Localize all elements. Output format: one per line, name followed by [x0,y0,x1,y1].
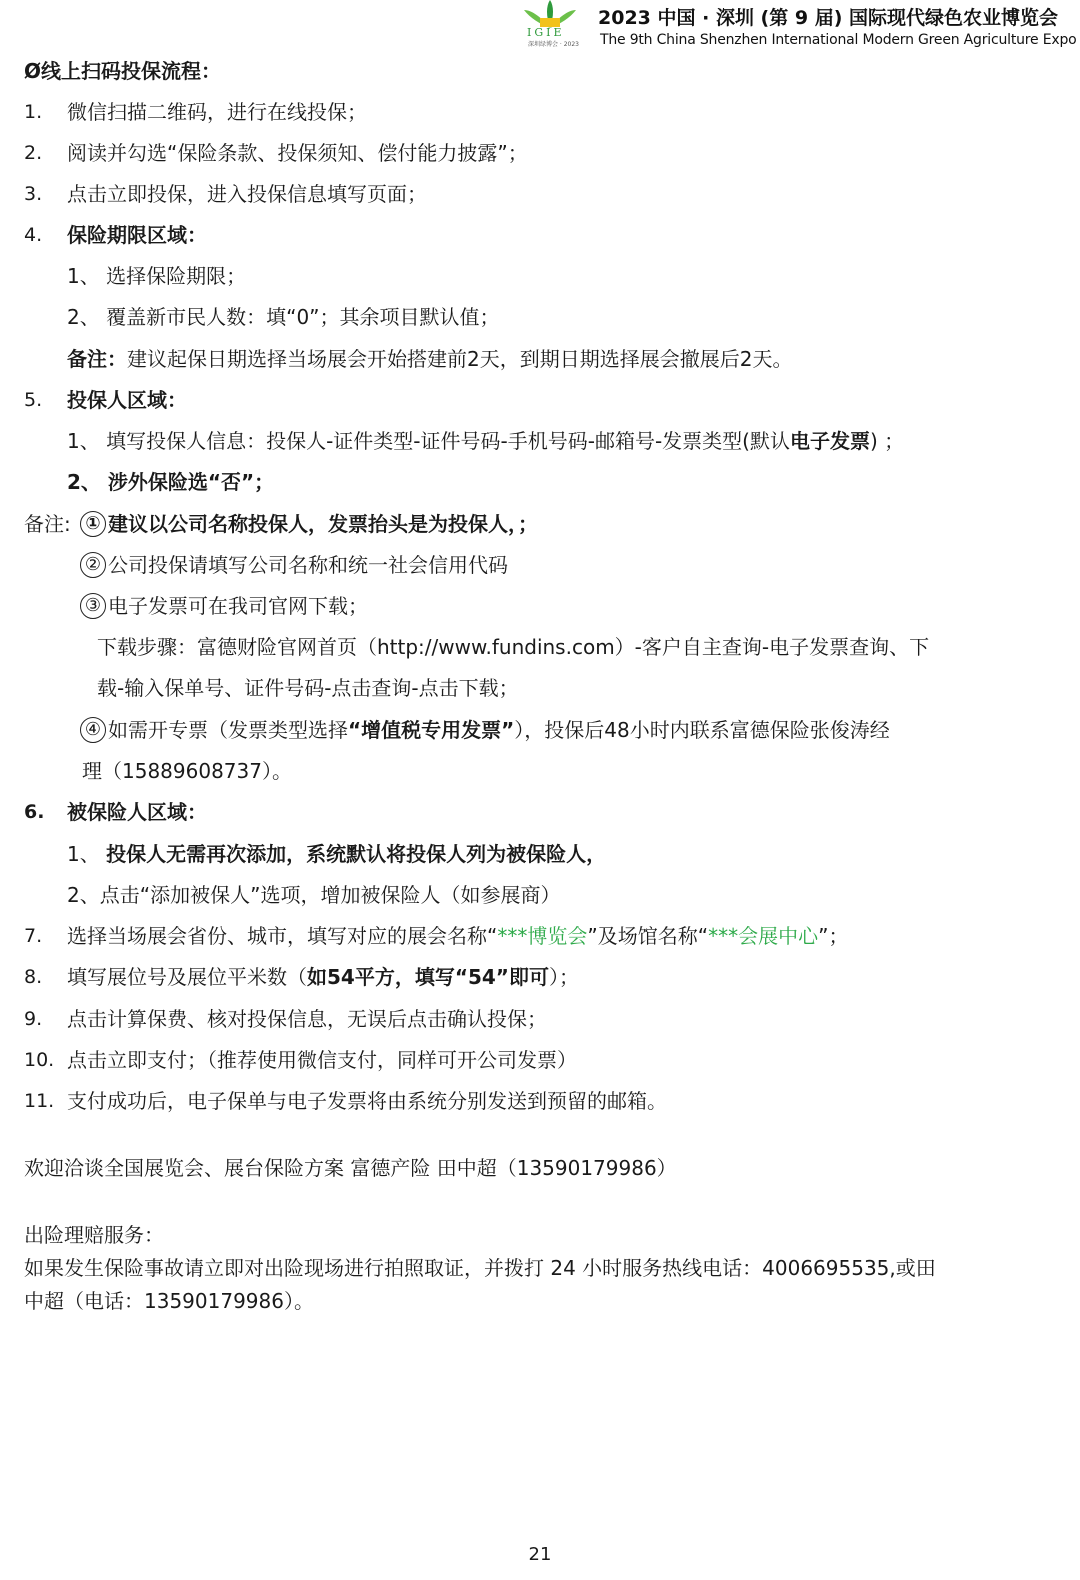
remark-text: 公司投保请填写公司名称和统一社会信用代码 [108,553,508,577]
header-title-en: The 9th China Shenzhen International Modern Green Agriculture Expo [600,32,1077,48]
remark-text: 建议以公司名称投保人，发票抬头是为投保人，； [108,512,538,536]
sub-text: ) ； [869,429,905,453]
remarks-label: 备注: [24,512,71,536]
step-number: 4. [24,224,43,246]
step-bold: 如54平方，填写“54”即可 [307,965,549,989]
remark-4 [80,717,890,745]
section-heading: Ø线上扫码投保流程： [24,59,222,83]
step-number: 9. [24,1008,43,1030]
step-5-text: 投保人区域： [67,388,187,412]
step-6-sub-1 [67,841,606,867]
step-4-sub-1: 1、 选择保险期限； [67,264,247,288]
step-text: 填写展位号及展位平米数（ [67,965,307,989]
step-number: 5. [24,389,43,411]
step-4-text: 保险期限区域： [67,223,207,247]
step-7-text [67,923,848,949]
step-text: 选择当场展会省份、城市，填写对应的展会名称“ [67,924,498,948]
note-label: 备注： [67,347,127,371]
circle-number-1: ① [80,511,106,537]
sub-bold: 电子发票 [789,429,870,453]
download-steps-line-2: 载-输入保单号、证件号码-点击查询-点击下载； [97,676,519,700]
remark-text: 如需开专票（发票类型选择 [108,718,348,742]
step-5-sub-2: 2、 涉外保险选“否”； [67,470,275,494]
remark-text: 电子发票可在我司官网下载； [108,594,368,618]
sub-text: 1、 [67,842,107,866]
remark-3 [80,593,368,621]
step-6-sub-2: 2、点击“添加被保人”选项，增加被保险人（如参展商） [67,883,561,907]
step-11-text: 支付成功后，电子保单与电子发票将由系统分别发送到预留的邮箱。 [67,1089,667,1113]
sub-text: 1、 填写投保人信息：投保人-证件类型-证件号码-手机号码-邮箱号-发票类型(默认 [67,429,790,453]
claims-title: 出险理赔服务： [24,1223,164,1247]
claims-line-2: 中超（电话：13590179986）。 [24,1289,314,1313]
logo-subtitle: 深圳绿博会 · 2023 [528,41,579,48]
step-number: 10. [24,1049,55,1071]
step-number: 1. [24,101,43,123]
step-1-text: 微信扫描二维码，进行在线投保； [67,100,367,124]
page-header [0,0,1080,52]
step-8-text [67,964,579,990]
step-number: 11. [24,1090,55,1112]
circle-number-3: ③ [80,593,106,619]
remark-bold: “增值税专用发票” [348,718,515,742]
step-9-text: 点击计算保费、核对投保信息，无误后点击确认投保； [67,1007,547,1031]
step-4-note [67,346,792,372]
note-text: 建议起保日期选择当场展会开始搭建前2天，到期日期选择展会撤展后2天。 [127,347,793,371]
logo-text: IGIE [527,26,565,39]
remark-1 [80,511,538,539]
welcome-text: 欢迎洽谈全国展览会、展台保险方案 富德产险 田中超（13590179986） [24,1156,677,1180]
step-number: 7. [24,925,43,947]
circle-number-4: ④ [80,717,106,743]
claims-line-1: 如果发生保险事故请立即对出险现场进行拍照取证，并拨打 24 小时服务热线电话：4006695535,或田 [24,1256,936,1280]
step-text: ”及场馆名称“ [587,924,709,948]
remark-4-line-2: 理（15889608737）。 [82,759,292,783]
step-number: 6. [24,801,45,823]
circle-number-2: ② [80,552,106,578]
expo-name-placeholder: ***博览会 [497,924,588,948]
step-number: 2. [24,142,43,164]
page-number: 21 [528,1544,552,1565]
step-5-sub-1 [67,428,904,454]
step-text: ）； [548,965,579,989]
remark-text: ），投保后48小时内联系富德保险张俊涛经 [514,718,890,742]
step-6-text: 被保险人区域： [67,800,207,824]
step-4-sub-2: 2、 覆盖新市民人数：填“0”；其余项目默认值； [67,305,500,329]
download-steps-line-1: 下载步骤：富德财险官网首页（http://www.fundins.com）-客户自主查询-电子发票查询、下 [97,635,930,659]
sub-bold: 投保人无需再次添加，系统默认将投保人列为被保险人， [106,842,607,866]
step-number: 8. [24,966,43,988]
step-2-text: 阅读并勾选“保险条款、投保须知、偿付能力披露”； [67,141,528,165]
venue-name-placeholder: ***会展中心 [708,924,819,948]
step-10-text: 点击立即支付；（推荐使用微信支付，同样可开公司发票） [67,1048,577,1072]
header-title-cn: 2023 中国 · 深圳 (第 9 届) 国际现代绿色农业博览会 [598,7,1058,29]
step-text: ”； [818,924,849,948]
remark-2 [80,552,508,580]
step-3-text: 点击立即投保，进入投保信息填写页面； [67,182,427,206]
step-number: 3. [24,183,43,205]
